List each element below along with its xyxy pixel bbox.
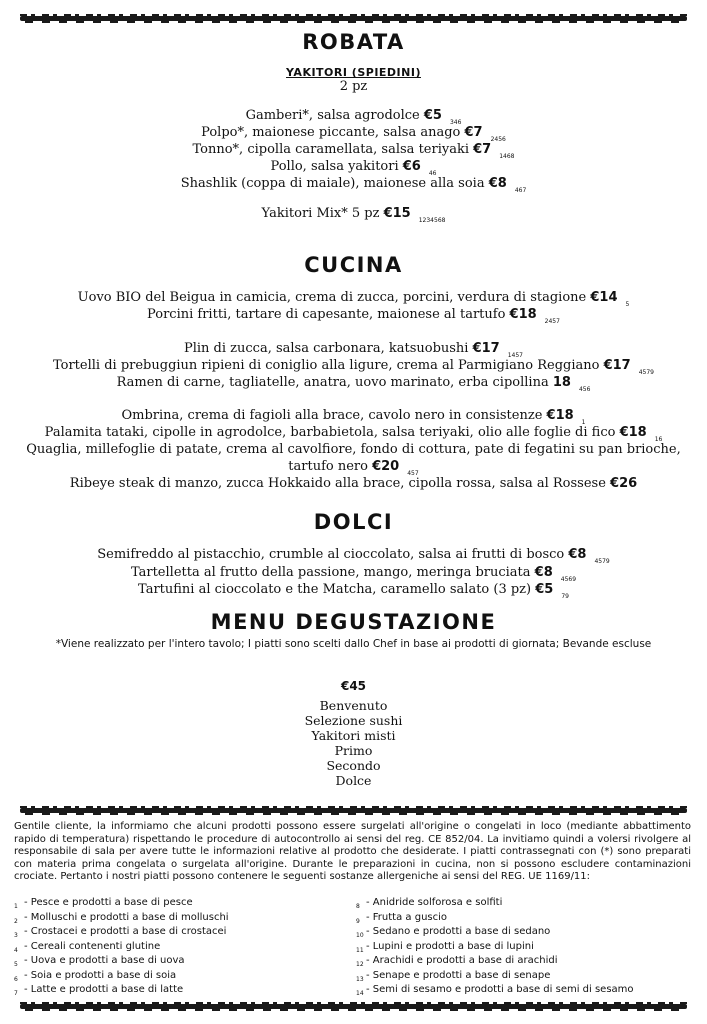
allergen-item: 11 - Lupini e prodotti a base di lupini: [356, 940, 534, 954]
item-price: €26: [610, 476, 638, 491]
allergen-item: 12 - Arachidi e prodotti a base di arachidi: [356, 955, 558, 968]
allergen-list-left: [14, 896, 229, 998]
item-price: €7: [464, 125, 483, 140]
item-price: €17: [472, 341, 500, 356]
allergen-item: 1 - Pesce e prodotti a base di pesce: [14, 897, 193, 910]
allergen-info-text: Gentile cliente, la informiamo che alcuni prodotti possono essere surgelati all'origine o congelati in loco (mediante abbattimento rapido di temperatura) rispettando le procedure di autocontrollo ai sensi del reg. CE 852/04. La invitiamo quindi a volersi rivolgere al responsabile di sala per avere tutte le informazioni relative al prodotto che desiderate. I piatti contrassegnati con (*) sono preparati con materia prima congelata o surgelata all'origine. Durante le preparazioni in cucina, non si possono escludere contaminazioni crociate. Pertanto i nostri piatti possono contenere le seguenti sostanze allergeniche ai sensi del REG. UE 1169/11:: [14, 821, 691, 882]
degustazione-note: *Viene realizzato per l'intero tavolo; I piatti sono scelti dallo Chef in base ai prodotti di giornata; Bevande escluse: [55, 638, 652, 650]
allergen-item: 4 - Cereali contenenti glutine: [14, 940, 161, 954]
menu-item: Polpo*, maionese piccante, salsa anago €7 $_{2456}$: [201, 125, 506, 143]
allergen-codes: 457: [407, 470, 419, 477]
allergen-item: 13 - Senape e prodotti a base di senape: [356, 969, 551, 983]
menu-item: Palamita tataki, cipolle in agrodolce, barbabietola, salsa teriyaki, olio alle foglie di fico €18 $_{16}$: [44, 425, 663, 443]
allergen-codes: 2457: [544, 318, 560, 325]
yakitori-subtitle: YAKITORI (SPIEDINI): [286, 66, 421, 79]
allergen-codes: 346: [449, 119, 462, 126]
menu-item: Uovo BIO del Beigua in camicia, crema di zucca, porcini, verdura di stagione €14 $_5$: [77, 290, 630, 308]
allergen-codes: 5: [625, 301, 630, 308]
item-price: €8: [488, 176, 507, 191]
menu-item: Yakitori Mix* 5 pz €15 $_{1234568}$: [261, 206, 446, 224]
item-price: €14: [590, 290, 618, 305]
top-divider: [20, 16, 687, 21]
allergen-list-right: [356, 896, 634, 998]
allergen-codes: 1468: [499, 153, 515, 160]
allergen-codes: 1457: [507, 352, 524, 359]
allergen-codes: 4569: [560, 576, 577, 583]
menu-item: Plin di zucca, salsa carbonara, katsuobushi €17 $_{1457}$: [183, 341, 524, 359]
section-title-cucina: CUCINA: [304, 253, 403, 277]
degustazione-price: €45: [340, 679, 367, 693]
allergen-codes: 4579: [594, 558, 610, 565]
menu-item: Tartelletta al frutto della passione, mango, meringa bruciata €8 $_{4569}$: [130, 565, 577, 583]
menu-item: Tartufini al cioccolato e the Matcha, caramello salato (3 pz) €5 $_{79}$: [138, 582, 569, 600]
course-item: Dolce: [335, 773, 372, 788]
allergen-item: 8 - Anidride solforosa e solfiti: [356, 897, 503, 910]
menu-item: Semifreddo al pistacchio, crumble al cioccolato, salsa ai frutti di bosco €8 $_{4579}$: [97, 547, 610, 565]
menu-item: Shashlik (coppa di maiale), maionese alla soia €8 $_{467}$: [180, 176, 527, 194]
item-price: €17: [603, 358, 631, 373]
course-item: Secondo: [326, 758, 381, 773]
allergen-item: 6 - Soia e prodotti a base di soia: [14, 969, 177, 983]
allergen-item: 3 - Crostacei e prodotti a base di crostacei: [14, 926, 227, 939]
course-item: Primo: [334, 743, 373, 758]
menu-item: Tortelli di prebuggiun ripieni di coniglio alla ligure, crema al Parmigiano Reggiano €17 $_{4579}$: [52, 358, 655, 376]
allergen-item: 14 - Semi di sesamo e prodotti a base di semi di sesamo: [356, 984, 634, 997]
item-price: €6: [402, 159, 421, 174]
yakitori-quantity: 2 pz: [339, 79, 368, 94]
section-title-degustazione: MENU DEGUSTAZIONE: [210, 610, 497, 634]
footer-divider: [20, 808, 687, 813]
allergen-codes: 456: [578, 386, 591, 393]
item-price: 18: [552, 375, 571, 390]
item-price: €18: [509, 307, 537, 322]
item-price: €5: [423, 108, 442, 123]
allergen-item: 10 - Sedano e prodotti a base di sedano: [356, 926, 551, 939]
menu-item: Pollo, salsa yakitori €6 $_{46}$: [270, 159, 437, 177]
course-item: Benvenuto: [319, 698, 388, 713]
allergen-codes: 79: [561, 593, 569, 600]
item-price: €15: [383, 206, 411, 221]
allergen-codes: 46: [428, 170, 437, 177]
section-title-robata: ROBATA: [302, 30, 405, 54]
menu-item: Gamberi*, salsa agrodolce €5 $_{346}$: [245, 108, 462, 126]
section-title-dolci: DOLCI: [313, 510, 394, 534]
menu-item: Porcini fritti, tartare di capesante, maionese al tartufo €18 $_{2457}$: [147, 307, 560, 325]
allergen-codes: 16: [654, 436, 663, 443]
allergen-codes: 1234568: [418, 217, 446, 224]
menu-item: Ombrina, crema di fagioli alla brace, cavolo nero in consistenze €18 $_1$: [121, 408, 586, 426]
course-item: Selezione sushi: [304, 713, 403, 728]
item-price: €20: [372, 459, 400, 474]
allergen-codes: 2456: [490, 136, 506, 143]
menu-item: tartufo nero €20 $_{457}$: [288, 459, 419, 477]
item-price: €8: [534, 565, 553, 580]
course-item: Yakitori misti: [311, 728, 396, 743]
menu-item: Tonno*, cipolla caramellata, salsa teriyaki €7 $_{1468}$: [192, 142, 515, 160]
item-price: €8: [568, 547, 587, 562]
allergen-item: 2 - Molluschi e prodotti a base di molluschi: [14, 911, 229, 925]
menu-item: Quaglia, millefoglie di patate, crema al cavolfiore, fondo di cottura, pate di fegatini su pan brioche,: [26, 442, 681, 457]
item-price: €18: [546, 408, 574, 423]
item-price: €18: [619, 425, 647, 440]
allergen-item: 9 - Frutta a guscio: [356, 911, 448, 925]
allergen-codes: 4579: [638, 369, 655, 376]
item-price: €7: [473, 142, 492, 157]
bottom-divider: [20, 1004, 687, 1009]
allergen-codes: 1: [581, 419, 586, 426]
item-price: €5: [535, 582, 554, 597]
allergen-item: 7 - Latte e prodotti a base di latte: [14, 984, 184, 997]
menu-item: Ramen di carne, tagliatelle, anatra, uovo marinato, erba cipollina 18 $_{456}$: [116, 375, 591, 393]
allergen-item: 5 - Uova e prodotti a base di uova: [14, 955, 185, 968]
menu-item: Ribeye steak di manzo, zucca Hokkaido alla brace, cipolla rossa, salsa al Rossese €26: [69, 476, 638, 491]
allergen-codes: 467: [514, 187, 527, 194]
